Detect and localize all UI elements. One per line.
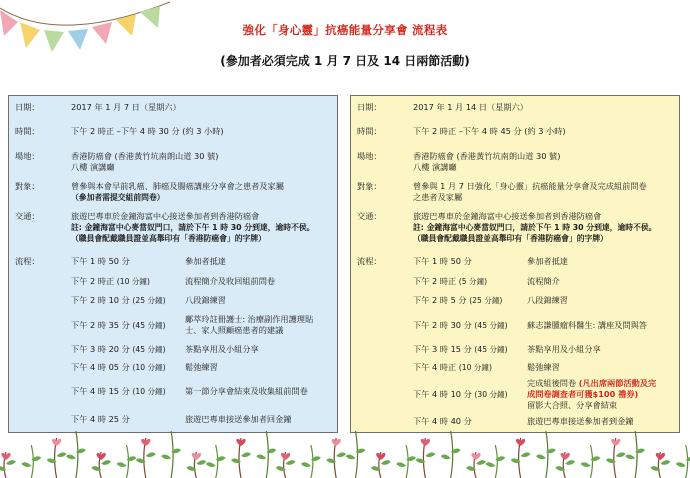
- flow-duration: (45 分鐘): [132, 321, 166, 330]
- sprout-leaf: [625, 449, 645, 460]
- transport-label: 交通：: [357, 211, 382, 221]
- time-label: 時間：: [15, 126, 40, 136]
- flow-time: 下午 2 時 35 分: [71, 320, 130, 330]
- target-label: 對象：: [357, 181, 382, 191]
- flow-activity: 鬆弛練習: [527, 362, 560, 372]
- flow-time: 下午 4 時 05 分: [71, 362, 130, 372]
- sprout-leaf: [256, 449, 276, 460]
- flow-duration: (10 分鐘): [458, 363, 492, 372]
- gift-voucher-note-2: 成問卷調查者可獲$100 禮券): [527, 389, 639, 399]
- sprout-leaf: [117, 456, 137, 467]
- venue-label: 場地：: [15, 151, 40, 161]
- flow-label: 流程：: [357, 256, 382, 266]
- venue-line1: 香港防癌會 (香港黃竹坑南朗山道 30 號): [71, 151, 219, 161]
- sprout-decoration: [0, 408, 690, 478]
- sprout-stem: [266, 431, 268, 478]
- sprout-stem: [171, 431, 173, 478]
- sprout-leaf: [441, 449, 461, 460]
- sprout-leaf: [511, 452, 531, 463]
- flow-time: 下午 2 時 30 分: [413, 320, 472, 330]
- sprout-stem: [76, 431, 78, 478]
- flow-activity: 旅遊巴專車接送參加者到金鐘: [527, 416, 634, 426]
- transport-note-2: （職員會配戴職員證並高舉印有「香港防癌會」的字牌）: [413, 234, 608, 243]
- sprout-leaf: [326, 452, 346, 463]
- flow-duration: (45 分鐘): [132, 345, 166, 354]
- sprout-stem: [591, 445, 593, 478]
- venue-line2: 八樓 演講廳: [413, 162, 457, 172]
- session-1-panel: [8, 95, 338, 433]
- flow-time: 下午 2 時正: [413, 276, 457, 286]
- flow-activity-cont: 留影大合照、分享會結束: [527, 400, 618, 410]
- sprout-leaf: [66, 449, 86, 460]
- flow-duration: (10 分鐘): [132, 363, 166, 372]
- flow-activity: 流程簡介及收回組前問卷: [185, 276, 276, 286]
- flow-activity: 第一節分享會結束及收集組前問卷: [185, 386, 308, 396]
- flow-activity-cont: 士、家人照顧癌患者的建議: [185, 325, 284, 335]
- sprout-leaf: [186, 460, 206, 471]
- sprout-leaf: [466, 460, 486, 471]
- sprout-stem: [451, 431, 453, 478]
- flow-time: 下午 4 時 15 分: [71, 386, 130, 396]
- time-value: 下午 2 時正 –下午 4 時 45 分 (約 3 小時): [413, 126, 566, 136]
- transport-line1: 旅遊巴專車於金鐘海富中心接送參加者到香港防癌會: [413, 211, 602, 221]
- flow-time: 下午 4 時正: [413, 362, 457, 372]
- sprout-leaf: [606, 452, 626, 463]
- flow-duration: (25 分鐘): [469, 296, 503, 305]
- transport-note: 註: 金鐘海富中心麥當奴門口，請於下午 1 時 30 分到達，逾時不侯。: [71, 223, 315, 232]
- flow-activity: 鄺萃玲註冊護士: 治療副作用護理貼: [185, 314, 314, 324]
- transport-note-2: （職員會配戴職員證並高舉印有「香港防癌會」的字牌）: [71, 234, 266, 243]
- sprout-stem: [686, 445, 688, 478]
- sprout-stem: [216, 445, 218, 478]
- target-note: （參加者需提交組前問卷）: [71, 193, 165, 202]
- flow-time: 下午 3 時 15 分: [413, 344, 472, 354]
- sprout-leaf: [276, 460, 296, 471]
- target-line1: 曾參與本會早前乳癌、肺癌及腸癌講座分享會之患者及家屬: [71, 181, 284, 191]
- sprout-leaf: [21, 456, 41, 467]
- flow-time: 下午 2 時 5 分: [413, 295, 467, 305]
- sprout-leaf: [301, 456, 321, 467]
- flow-duration: (25 分鐘): [132, 296, 166, 305]
- sprout-stem: [495, 445, 497, 478]
- flow-time: 下午 4 時 40 分: [413, 416, 472, 426]
- date-value: 2017 年 1 月 14 日（星期六）: [413, 102, 528, 112]
- flow-activity: 鬆弛練習: [185, 362, 218, 372]
- sprout-leaf: [0, 460, 16, 471]
- sprout-stem: [311, 445, 313, 478]
- target-label: 對象：: [15, 181, 40, 191]
- date-label: 日期：: [357, 102, 382, 112]
- transport-note: 註: 金鐘海富中心麥當奴門口，請於下午 1 時 30 分到達，逾時不侯。: [413, 223, 657, 232]
- time-value: 下午 2 時正 –下午 4 時 30 分 (約 3 小時): [71, 126, 224, 136]
- sprout-stem: [406, 445, 408, 478]
- flow-activity: 茶點享用及小組分享: [527, 344, 601, 354]
- target-line1: 曾參與 1 月 7 日強化「身心靈」抗癌能量分享會及完成組前問卷: [413, 181, 647, 191]
- flow-time: 下午 1 時 50 分: [71, 256, 130, 266]
- sprout-stem: [127, 445, 129, 478]
- flow-activity: 參加者抵達: [185, 256, 226, 266]
- sprout-leaf: [555, 460, 575, 471]
- flow-time: 下午 4 時 25 分: [71, 414, 130, 424]
- venue-line2: 八樓 演講廳: [71, 162, 115, 172]
- sprout-stem: [635, 431, 637, 478]
- flow-duration: (45 分鐘): [474, 345, 508, 354]
- flow-activity: 茶點享用及小組分享: [185, 344, 259, 354]
- time-label: 時間：: [357, 126, 382, 136]
- venue-label: 場地：: [357, 151, 382, 161]
- flow-duration: (30 分鐘): [474, 390, 508, 399]
- sprout-leaf: [396, 456, 416, 467]
- page-title: 強化「身心靈」抗癌能量分享會 流程表: [242, 23, 448, 37]
- flow-time: 下午 3 時 20 分: [71, 344, 130, 354]
- sprout-leaf: [415, 452, 435, 463]
- date-value: 2017 年 1 月 7 日（星期六）: [71, 102, 181, 112]
- sprout-leaf: [161, 449, 181, 460]
- flow-activity: 流程簡介: [527, 276, 560, 286]
- date-label: 日期：: [15, 102, 40, 112]
- transport-label: 交通：: [15, 211, 40, 221]
- flow-duration: (10 分鐘): [116, 277, 150, 286]
- transport-line1: 旅遊巴專車於金鐘海富中心接送參加者到香港防癌會: [71, 211, 260, 221]
- sprout-leaf: [371, 460, 391, 471]
- flow-label: 流程：: [15, 256, 40, 266]
- sprout-leaf: [231, 452, 251, 463]
- flow-activity: 完成組後問卷: [527, 378, 579, 388]
- sprout-leaf: [581, 456, 601, 467]
- flow-duration: (5 分鐘): [458, 277, 488, 286]
- sprout-stem: [356, 431, 358, 478]
- sprout-leaf: [536, 449, 556, 460]
- sprout-leaf: [346, 449, 366, 460]
- flow-activity: 八段錦練習: [185, 295, 226, 305]
- flow-duration: (10 分鐘): [132, 387, 166, 396]
- session-2-panel: [350, 95, 680, 433]
- flow-activity: 蘇志謙腫瘤科醫生: 講座及問與答: [527, 320, 647, 330]
- sprout-leaf: [650, 460, 670, 471]
- sprout-leaf: [136, 452, 156, 463]
- sprout-stem: [546, 431, 548, 478]
- sprout-leaf: [206, 456, 226, 467]
- sprout-leaf: [485, 456, 505, 467]
- sprout-leaf: [47, 452, 67, 463]
- flow-activity: 旅遊巴專車接送參加者回金鐘: [185, 414, 292, 424]
- sprout-leaf: [91, 460, 111, 471]
- gift-voucher-note: (凡出席兩節活動及完: [578, 378, 657, 388]
- page-subtitle: (參加者必須完成 1 月 7 日及 14 日兩節活動): [220, 54, 470, 68]
- flow-time: 下午 2 時正: [71, 276, 115, 286]
- flow-activity: 參加者抵達: [527, 256, 568, 266]
- venue-line1: 香港防癌會 (香港黃竹坑南朗山道 30 號): [413, 151, 561, 161]
- flow-time: 下午 2 時 10 分: [71, 295, 130, 305]
- target-line2: 之患者及家屬: [413, 192, 463, 202]
- flow-time: 下午 4 時 10 分: [413, 389, 472, 399]
- sprout-stem: [31, 445, 33, 478]
- flow-duration: (45 分鐘): [474, 321, 508, 330]
- flow-time: 下午 1 時 50 分: [413, 256, 472, 266]
- flow-activity: 八段錦練習: [527, 295, 568, 305]
